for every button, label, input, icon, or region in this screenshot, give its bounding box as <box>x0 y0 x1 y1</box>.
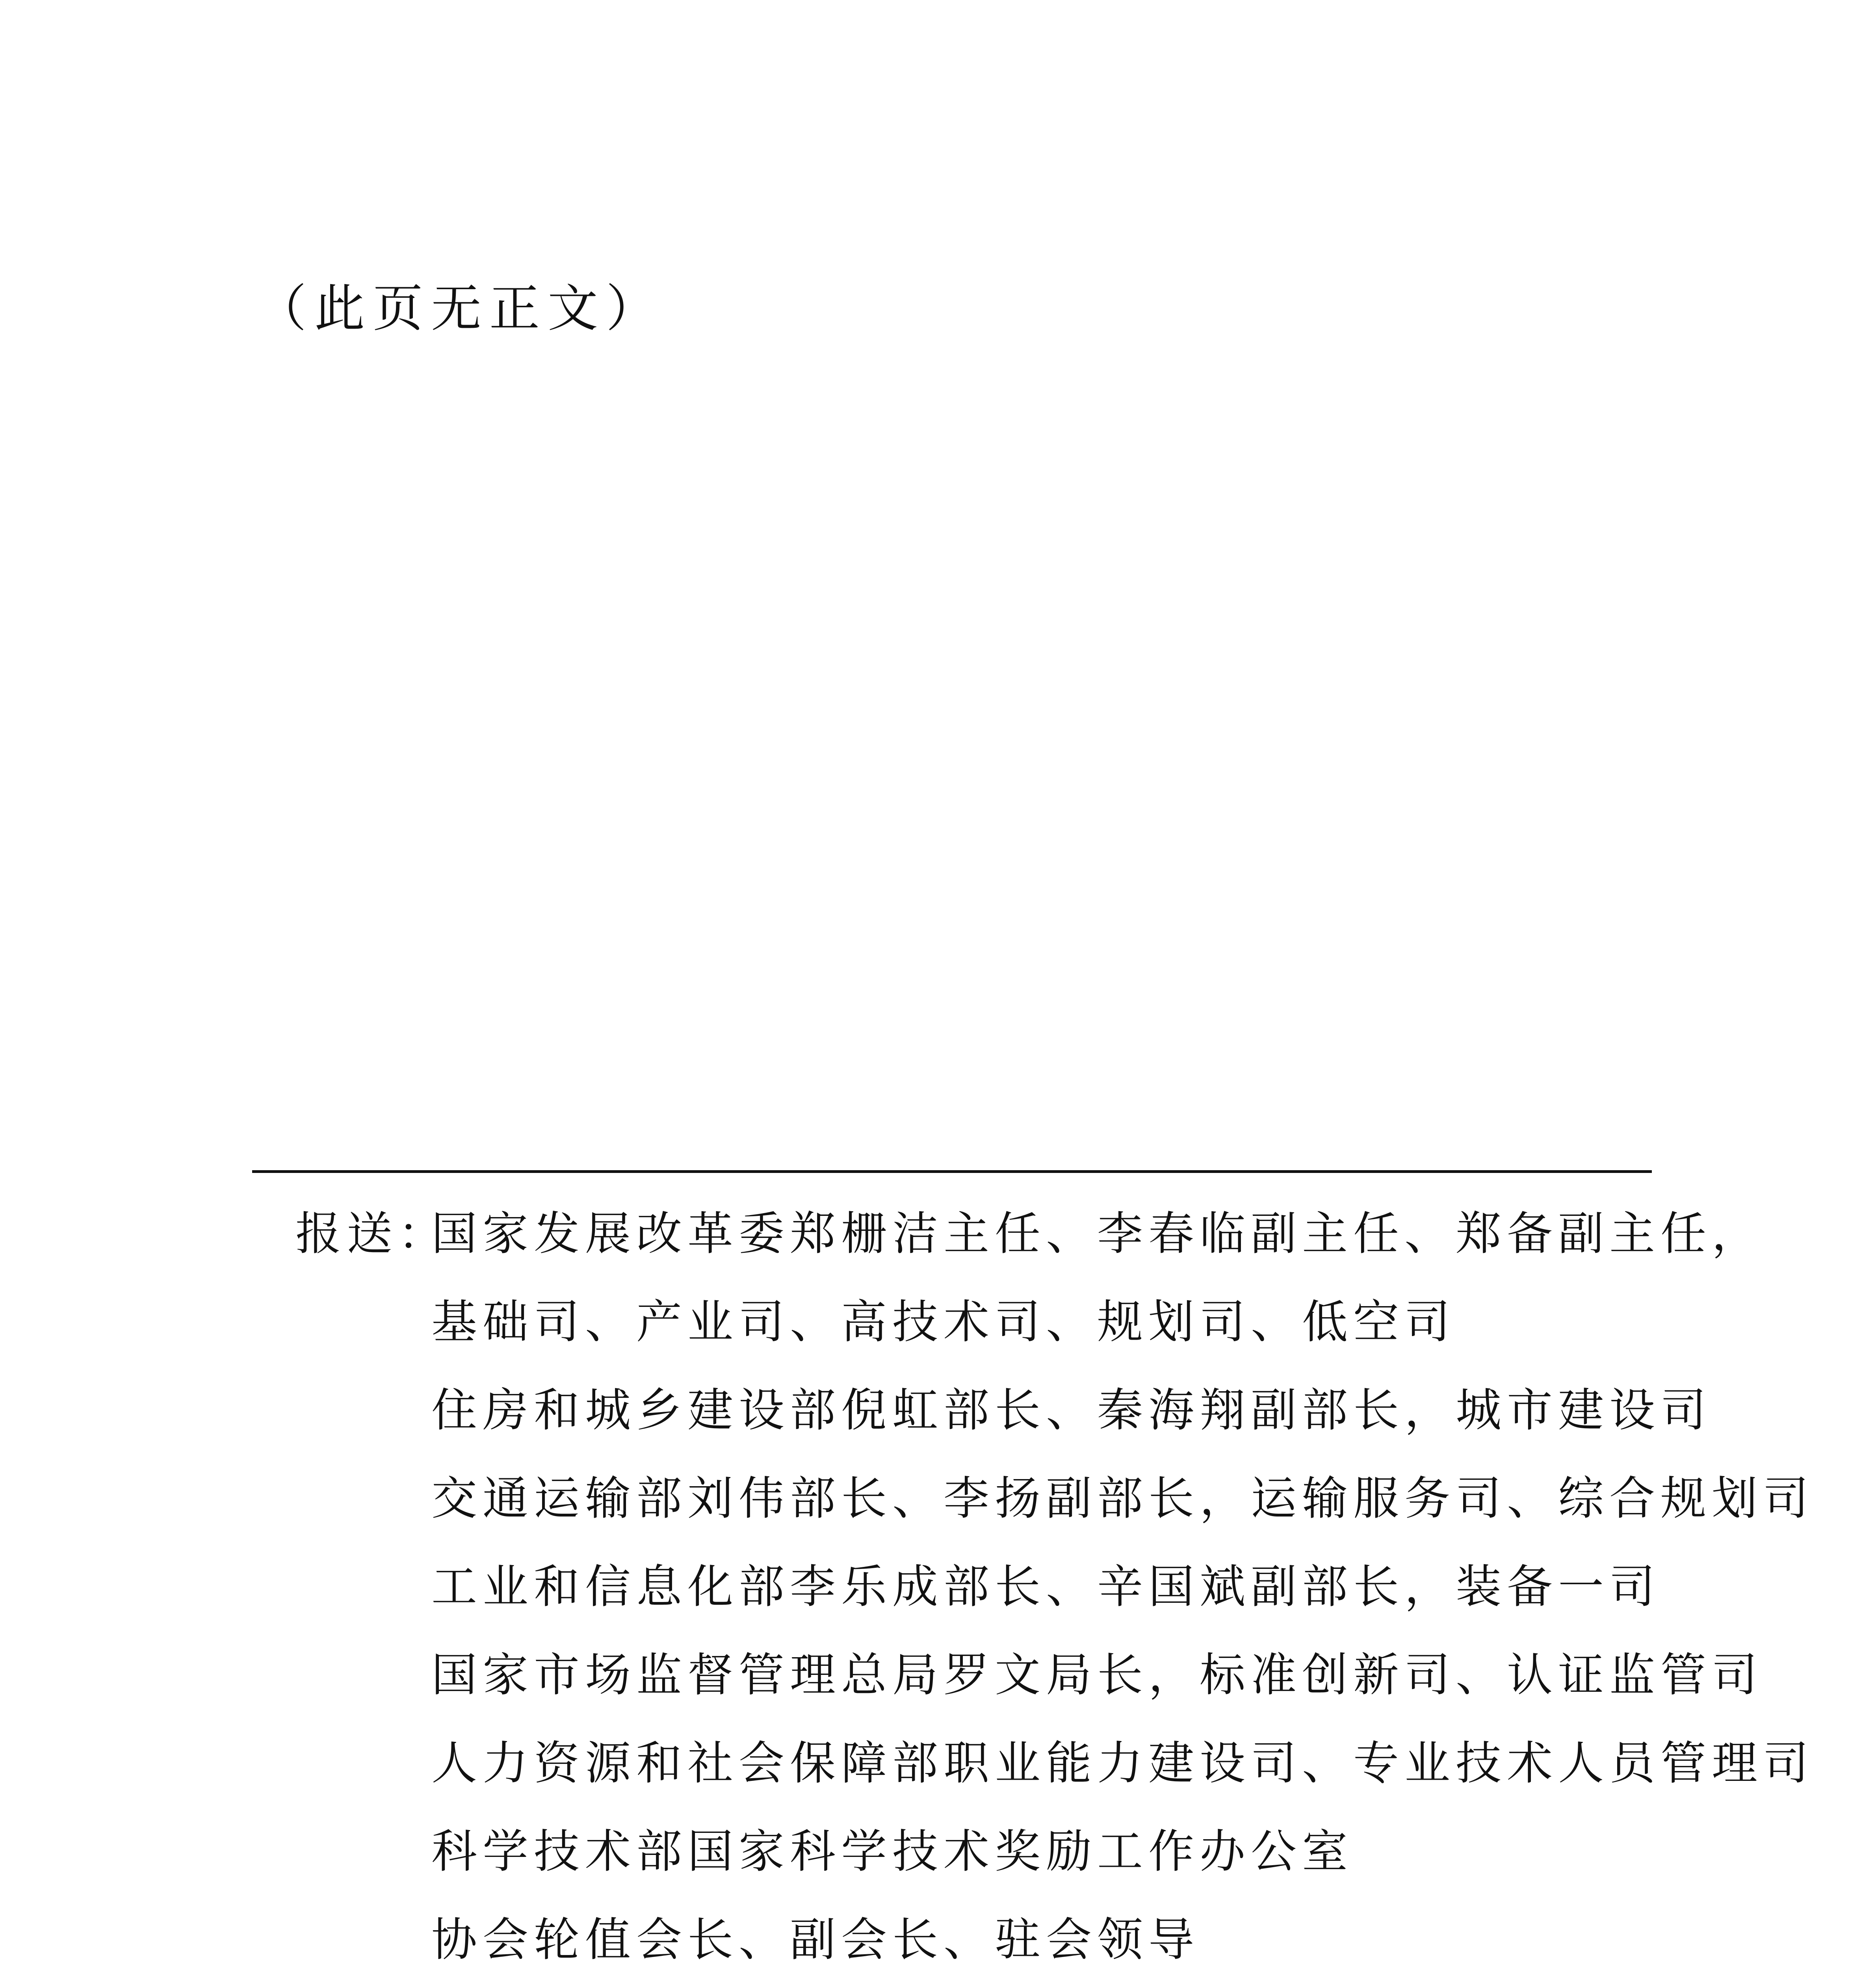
report-to-line: 交通运输部刘伟部长、李扬副部长，运输服务司、综合规划司 <box>431 1472 1814 1525</box>
report-to-label: 报送： <box>295 1207 449 1260</box>
report-to-row <box>295 1206 1763 1262</box>
report-to-line: 基础司、产业司、高技术司、规划司、低空司 <box>431 1295 1456 1349</box>
report-to-line: 科学技术部国家科学技术奖励工作办公室 <box>431 1825 1353 1878</box>
report-to-line: 国家发展改革委郑栅洁主任、李春临副主任、郑备副主任， <box>431 1207 1763 1260</box>
report-to-line: 人力资源和社会保障部职业能力建设司、专业技术人员管理司 <box>431 1737 1814 1790</box>
report-to-line: 住房和城乡建设部倪虹部长、秦海翔副部长，城市建设司 <box>431 1384 1712 1437</box>
no-body-note: （此页无正文） <box>256 279 665 338</box>
report-to-line: 国家市场监督管理总局罗文局长，标准创新司、认证监管司 <box>431 1648 1763 1702</box>
report-to-line: 工业和信息化部李乐成部长、辛国斌副部长，装备一司 <box>431 1560 1661 1613</box>
top-divider <box>252 1170 1652 1173</box>
report-to-line: 协会轮值会长、副会长、驻会领导 <box>431 1913 1200 1966</box>
